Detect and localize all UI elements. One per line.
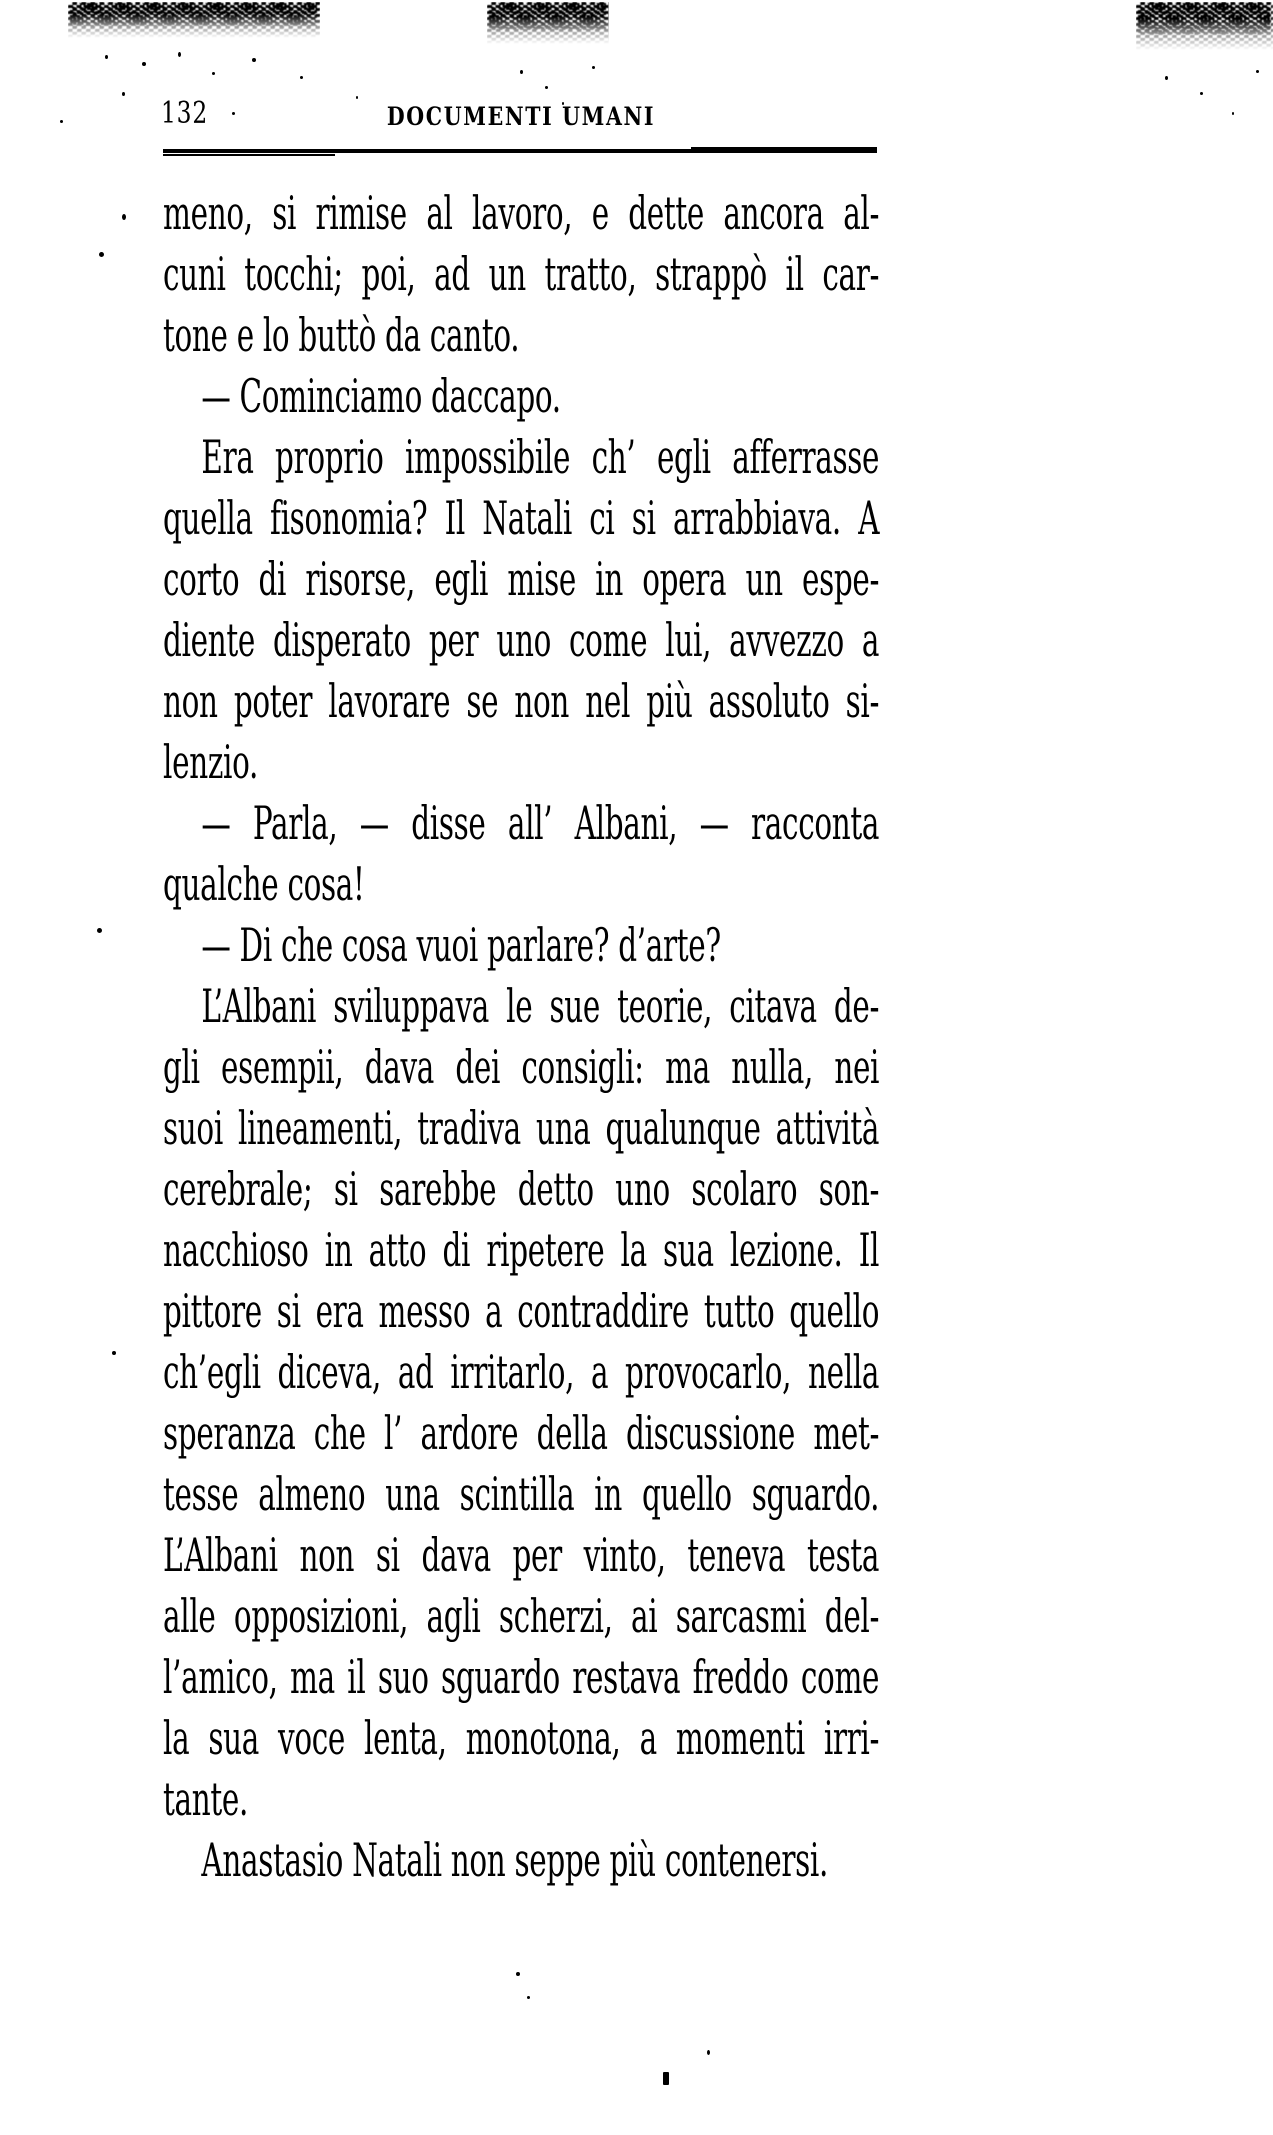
ink-speck — [356, 96, 358, 99]
text-line: la sua voce lenta, monotona, a momenti irri- — [163, 1711, 880, 1765]
text-line: suoi lineamenti, tradiva una qualunque attività — [163, 1101, 880, 1155]
header-rule — [163, 149, 877, 153]
text-line: alle opposizioni, agli scherzi, ai sarcasmi del- — [163, 1589, 880, 1643]
ink-speck — [60, 120, 63, 123]
running-title: DOCUMENTI UMANI — [386, 102, 656, 131]
ink-speck — [122, 214, 126, 220]
ink-speck — [212, 72, 215, 75]
ink-speck — [1256, 70, 1259, 73]
text-line: meno, si rimise al lavoro, e dette ancora al- — [163, 186, 880, 240]
text-line: non poter lavorare se non nel più assoluto si- — [163, 674, 880, 728]
text-line: gli esempii, dava dei consigli: ma nulla, nei — [163, 1040, 880, 1094]
text-line: L’Albani non si dava per vinto, teneva testa — [163, 1528, 880, 1582]
text-line: diente disperato per uno come lui, avvezzo a — [163, 613, 880, 667]
ink-smudge-top-right — [1136, 2, 1273, 50]
text-line: speranza che l’ ardore della discussione met- — [163, 1406, 880, 1460]
text-line: qualche cosa! — [163, 857, 365, 911]
ink-smudge-top-center — [487, 2, 609, 44]
ink-speck — [300, 76, 303, 79]
text-line: corto di risorse, egli mise in opera un espe- — [163, 552, 880, 606]
ink-speck — [520, 70, 523, 74]
ink-speck — [707, 2050, 710, 2055]
ink-speck — [122, 92, 125, 96]
ink-speck — [142, 62, 146, 66]
text-line: cerebrale; si sarebbe detto uno scolaro son- — [163, 1162, 880, 1216]
text-line: ch’egli diceva, ad irritarlo, a provocarlo, nella — [163, 1345, 880, 1399]
text-line: — Cominciamo daccapo. — [201, 369, 561, 423]
ink-speck — [112, 1351, 116, 1355]
text-line: nacchioso in atto di ripetere la sua lezione. Il — [163, 1223, 880, 1277]
text-line: lenzio. — [163, 735, 259, 789]
ink-speck — [527, 1996, 530, 1999]
ink-speck — [105, 55, 108, 59]
text-line: quella fisonomia? Il Natali ci si arrabbiava. A — [163, 491, 880, 545]
text-line: Era proprio impossibile ch’ egli afferrasse — [201, 430, 880, 484]
ink-speck — [1165, 76, 1168, 80]
ink-speck — [663, 2072, 669, 2085]
text-line: tone e lo buttò da canto. — [163, 308, 520, 362]
body-text — [163, 183, 879, 1891]
ink-speck — [178, 52, 181, 57]
text-line: pittore si era messo a contraddire tutto quello — [163, 1284, 880, 1338]
text-line: cuni tocchi; poi, ad un tratto, strappò il car- — [163, 247, 880, 301]
text-line: Anastasio Natali non seppe più contenersi. — [201, 1833, 829, 1887]
text-line: tante. — [163, 1772, 249, 1826]
ink-speck — [516, 1972, 520, 1976]
ink-speck — [252, 58, 256, 62]
text-line: tesse almeno una scintilla in quello sguardo. — [163, 1467, 880, 1521]
ink-speck — [592, 66, 595, 69]
text-line: l’amico, ma il suo sguardo restava freddo come — [163, 1650, 880, 1704]
ink-smudge-top-left — [68, 2, 320, 38]
ink-speck — [1200, 92, 1203, 95]
ink-speck — [545, 86, 548, 89]
ink-speck — [1232, 112, 1234, 115]
ink-speck — [232, 112, 235, 115]
ink-speck — [99, 252, 104, 257]
page-number: 132 — [161, 96, 209, 131]
text-line: — Parla, — disse all’ Albani, — racconta — [201, 796, 880, 850]
text-line: — Di che cosa vuoi parlare? d’arte? — [201, 918, 721, 972]
ink-speck — [97, 928, 102, 933]
text-line: L’Albani sviluppava le sue teorie, citava de- — [201, 979, 880, 1033]
